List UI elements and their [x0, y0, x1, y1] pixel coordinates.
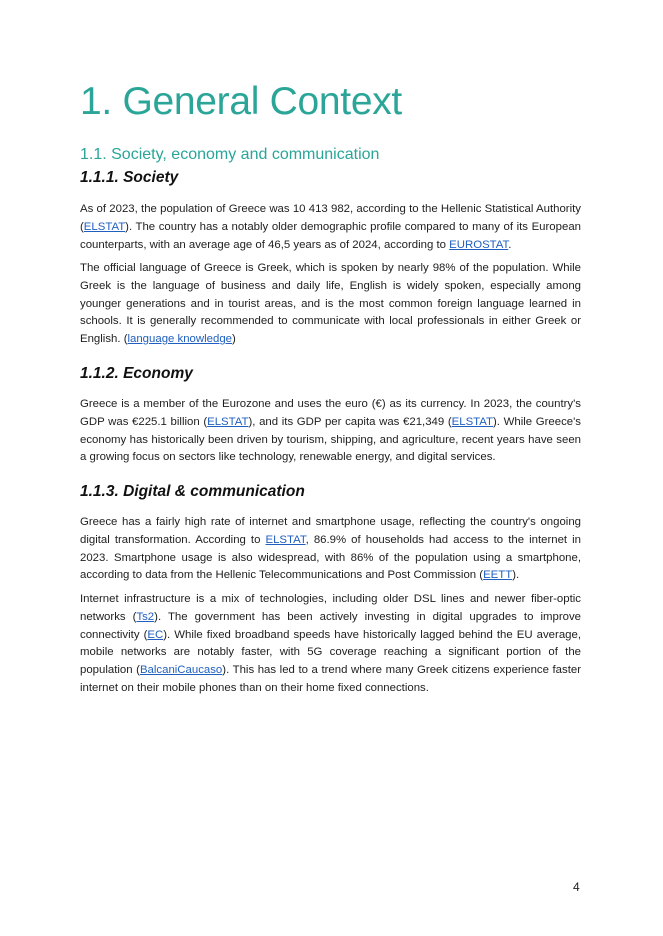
text-span: The official language of Greece is Greek, which is spoken by nearly 98% of the population. While Greek is the language of business and daily life, English is widely spoken, especially among younger generations and in tourist areas, and is the most common foreign language learned in schools. It is generally recommended to communicate with local professionals in either Greek or English. ( [80, 262, 581, 346]
text-span: ). The country has a notably older demographic profile compared to many of its European counterparts, with an average age of 46,5 years as of 2024, according to [80, 220, 581, 251]
text-span: Internet infrastructure is a mix of technologies, including older DSL lines and newer fiber-optic networks ( [80, 593, 581, 623]
text-span: ). This has led to a trend where many Greek citizens experience faster internet on their mobile phones than on their home fixed connections. [80, 664, 581, 694]
text-span: , 86.9% of households had access to the internet in 2023. Smartphone usage is also widespread, with 86% of the population using a smartphone, according to data from the Hellenic Telecommunications and Post Commission ( [80, 533, 582, 582]
text-span: ). While fixed broadband speeds have historically lagged behind the EU average, mobile networks are notably faster, with 5G coverage reaching a significant portion of the population ( [80, 628, 581, 677]
text-span: ). While Greece's economy has historically been driven by tourism, shipping, and agriculture, recent years have seen a growing focus on sectors like technology, renewable energy, and digital services. [80, 415, 581, 464]
society-paragraph-1 [80, 201, 581, 254]
text-span: ). [512, 569, 520, 582]
page-number: 4 [573, 880, 580, 894]
elstat-link[interactable]: ELSTAT [207, 415, 249, 428]
society-paragraph-2 [80, 260, 581, 349]
text-span: . [508, 238, 512, 251]
text-span: ). The government has been actively investing in digital upgrades to improve connectivity ( [80, 610, 581, 641]
text-span: As of 2023, the population of Greece was 10 413 982, according to the Hellenic Statistical Authority ( [80, 203, 581, 233]
ec-link[interactable]: EC [147, 628, 164, 641]
text-span: Greece has a fairly high rate of internet and smartphone usage, reflecting the country's ongoing digital transformation. According to [80, 516, 581, 546]
economy-heading: 1.1.2. Economy [80, 365, 193, 382]
society-heading: 1.1.1. Society [80, 169, 179, 186]
text-span: ), and its GDP per capita was €21,349 ( [248, 415, 452, 428]
balcanicaucaso-link[interactable]: BalcaniCaucaso [139, 664, 223, 677]
digital-paragraph-1 [80, 514, 581, 585]
text-span: Greece is a member of the Eurozone and uses the euro (€) as its currency. In 2023, the country's GDP was €225.1 billion ( [80, 398, 581, 428]
digital-heading: 1.1.3. Digital & communication [80, 483, 305, 500]
elstat-link[interactable]: ELSTAT [265, 533, 306, 546]
eett-link[interactable]: EETT [483, 569, 513, 582]
section-heading: 1.1. Society, economy and communication [80, 146, 380, 163]
elstat-link[interactable]: ELSTAT [451, 415, 494, 428]
text-span: ) [232, 333, 236, 346]
economy-paragraph-1 [80, 396, 581, 467]
elstat-link[interactable]: ELSTAT [83, 220, 126, 233]
page-title: 1. General Context [80, 80, 402, 123]
eurostat-link[interactable]: EUROSTAT [449, 238, 509, 251]
language-knowledge-link[interactable]: language knowledge [127, 333, 232, 346]
digital-paragraph-2 [80, 591, 581, 698]
ts2-link[interactable]: Ts2 [136, 610, 155, 623]
